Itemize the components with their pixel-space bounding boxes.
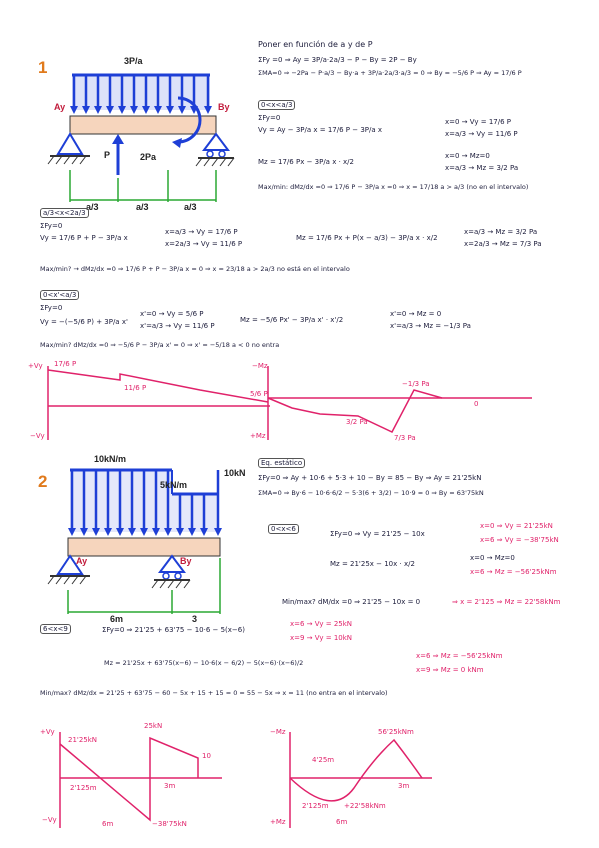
load-1-label: 10kN/m (94, 454, 127, 464)
v2-label-2: 25kN (144, 722, 163, 730)
section-2-bc1: x=a/3 → Vy = 17/6 P (165, 228, 238, 236)
load-3-label: 10kN (224, 468, 246, 478)
moment-diagram-2 (270, 728, 442, 828)
static-heading: Eq. estático (258, 458, 305, 468)
m-axis-bottom: +Mz (250, 432, 266, 440)
section-2b-bc2: x=9 → Vy = 10kN (290, 634, 353, 642)
dim-2-label-1: 6m (110, 614, 124, 624)
section-3-maxmin: Max/min? dMz/dx =0 ⇒ −5/6 P − 3P/a x' = 0 ⇒ x' = −5/18 a < 0 no entra (40, 341, 280, 349)
section-2-range: a/3<x<2a/3 (40, 208, 89, 218)
problem-2-beam-figure (40, 450, 260, 630)
section-2a-maxmin: Min/max? dM/dx =0 ⇒ 21'25 − 10x = 0 (282, 598, 421, 606)
v2-label-3: 10 (202, 752, 211, 760)
section-1-range: 0<x<a/3 (258, 100, 295, 110)
shear-diagram-1-svg (40, 362, 280, 442)
section-1-fy: ΣFy=0 (258, 114, 281, 122)
section-2a-mz: Mz = 21'25x − 10x · x/2 (330, 560, 415, 568)
dim-label-2: a/3 (136, 202, 149, 212)
section-2b-range: 6<x<9 (40, 624, 71, 634)
section-2b-mbc2: x=9 ⇒ Mz = 0 kNm (416, 666, 484, 674)
section-1-mbc1: x=0 → Mz=0 (445, 152, 490, 160)
section-2-mz: Mz = 17/6 Px + P(x − a/3) − 3P/a x · x/2 (296, 234, 438, 242)
m-label-3: −1/3 Pa (402, 380, 430, 388)
m-label-1: 3/2 Pa (346, 418, 368, 426)
m-label-2: 7/3 Pa (394, 434, 416, 442)
force-p-label: P (104, 150, 111, 160)
section-2-mbc2: x=2a/3 → Mz = 7/3 Pa (464, 240, 542, 248)
section-2-maxmin: Max/min? → dMz/dx =0 ⇒ 17/6 P + P − 3P/a x = 0 ⇒ x = 23/18 a > 2a/3 no está en el intervalo (40, 265, 350, 273)
section-2a-mbc1: x=0 → Mz=0 (470, 554, 515, 562)
support-ay-label: Ay (54, 102, 66, 112)
dim-label-3: a/3 (184, 202, 197, 212)
m2-label-4: 2'125m (302, 802, 329, 810)
section-3-bc1: x'=0 → Vy = 5/6 P (140, 310, 204, 318)
eq-ma: ΣMA=0 ⇒ −2Pa − P·a/3 − By·a + 3P/a·2a/3·a/3 = 0 ⇒ By = −5/6 P ⇒ Ay = 17/6 P (258, 69, 522, 77)
heading: Poner en función de a y de P (258, 40, 373, 49)
problem-2-number: 2 (38, 472, 48, 491)
support-by-label: By (218, 102, 230, 112)
dim-2-label-2: 3 (192, 614, 198, 624)
moment-diagram-2-svg (282, 728, 442, 828)
v-axis-top: +Vy (28, 362, 43, 370)
section-2a-range: 0<x<6 (268, 524, 299, 534)
m2-axis-bottom: +Mz (270, 818, 286, 826)
section-2b-maxmin: Min/max? dMz/dx = 21'25 + 63'75 − 60 − 5x + 15 + 15 = 0 = 55 − 5x ⇒ x = 11 (no entra en el intervalo) (40, 689, 388, 697)
v-label-3: 5/6 P (250, 390, 268, 398)
m2-label-6: 6m (336, 818, 348, 826)
section-2a-mbc2: x=6 → Mz = −56'25kNm (470, 568, 557, 576)
v2-label-4: 2'125m (70, 784, 97, 792)
section-1-bc2: x=a/3 → Vy = 11/6 P (445, 130, 518, 138)
v2-axis-bottom: −Vy (42, 816, 57, 824)
section-2-vy: Vy = 17/6 P + P − 3P/a x (40, 234, 128, 242)
v2-axis-top: +Vy (40, 728, 55, 736)
section-2-bc2: x=2a/3 → Vy = 11/6 P (165, 240, 243, 248)
load-2-label: 5kN/m (160, 480, 188, 490)
m-axis-top: −Mz (252, 362, 268, 370)
load-label: 3P/a (124, 56, 143, 66)
m-label-4: 0 (474, 400, 479, 408)
section-2b-mbc1: x=6 ⇒ Mz = −56'25kNm (416, 652, 503, 660)
v-label-2: 11/6 P (124, 384, 147, 392)
section-2b-mz: Mz = 21'25x + 63'75(x−6) − 10·6(x − 6/2) − 5(x−6)·(x−6)/2 (104, 659, 304, 667)
v2-label-7: −38'75kN (152, 820, 187, 828)
eq2-ma: ΣMA=0 ⇒ By·6 − 10·6·6/2 − 5·3(6 + 3/2) − 10·9 = 0 ⇒ By = 63'75kN (258, 489, 484, 497)
shear-diagram-1 (28, 360, 280, 442)
section-2-fy: ΣFy=0 (40, 222, 63, 230)
v2-label-6: 6m (102, 820, 114, 828)
section-3-mz: Mz = −5/6 Px' − 3P/a x' · x'/2 (240, 316, 344, 324)
section-3-vy: Vy = −(−5/6 P) + 3P/a x' (40, 318, 128, 326)
m2-label-2: 4'25m (312, 756, 335, 764)
v2-label-1: 21'25kN (68, 736, 98, 744)
section-2-mbc1: x=a/3 → Mz = 3/2 Pa (464, 228, 538, 236)
section-1-vy: Vy = Ay − 3P/a x = 17/6 P − 3P/a x (258, 126, 383, 134)
section-3-range: 0<x'<a/3 (40, 290, 79, 300)
m2-label-3: 3m (398, 782, 410, 790)
dim-label-1: a/3 (86, 202, 99, 212)
shear-diagram-2 (40, 722, 232, 828)
support-2-ay-label: Ay (76, 556, 88, 566)
section-3-bc2: x'=a/3 → Vy = 11/6 P (140, 322, 215, 330)
v2-label-5: 3m (164, 782, 176, 790)
section-2b-bc1: x=6 → Vy = 25kN (290, 620, 353, 628)
section-2a-bc1: x=0 ⇒ Vy = 21'25kN (480, 522, 553, 530)
section-2a-bc2: x=6 ⇒ Vy = −38'75kN (480, 536, 559, 544)
section-1-mbc2: x=a/3 → Mz = 3/2 Pa (445, 164, 519, 172)
section-2b-fy: ΣFy=0 ⇒ 21'25 + 63'75 − 10·6 − 5(x−6) (102, 626, 245, 634)
m2-label-5: +22'58kNm (344, 802, 386, 810)
v-label-1: 17/6 P (54, 360, 77, 368)
moment-label: 2Pa (140, 152, 157, 162)
section-1-mz: Mz = 17/6 Px − 3P/a x · x/2 (258, 158, 354, 166)
section-3-mbc1: x'=0 → Mz = 0 (390, 310, 442, 318)
section-3-fy: ΣFy=0 (40, 304, 63, 312)
v-axis-bottom: −Vy (30, 432, 45, 440)
section-2a-maxmin-result: ⇒ x = 2'125 ⇒ Mz = 22'58kNm (452, 598, 561, 606)
m2-axis-top: −Mz (270, 728, 286, 736)
support-2-by-label: By (180, 556, 192, 566)
moment-diagram-1-svg (262, 362, 542, 442)
m2-label-1: 56'25kNm (378, 728, 414, 736)
section-1-bc1: x=0 → Vy = 17/6 P (445, 118, 512, 126)
eq2-fy: ΣFy=0 ⇒ Ay + 10·6 + 5·3 + 10 − By = 85 − By ⇒ Ay = 21'25kN (258, 474, 482, 482)
section-1-maxmin: Max/min: dMz/dx =0 ⇒ 17/6 P − 3P/a x =0 ⇒ x = 17/18 a > a/3 (no en el intervalo) (258, 183, 529, 191)
section-2a-fy: ΣFy=0 ⇒ Vy = 21'25 − 10x (330, 530, 425, 538)
problem-1-number: 1 (38, 58, 48, 77)
eq-fy: ΣFy =0 ⇒ Ay = 3P/a·2a/3 − P − By = 2P − By (258, 56, 417, 64)
section-3-mbc2: x'=a/3 → Mz = −1/3 Pa (390, 322, 471, 330)
